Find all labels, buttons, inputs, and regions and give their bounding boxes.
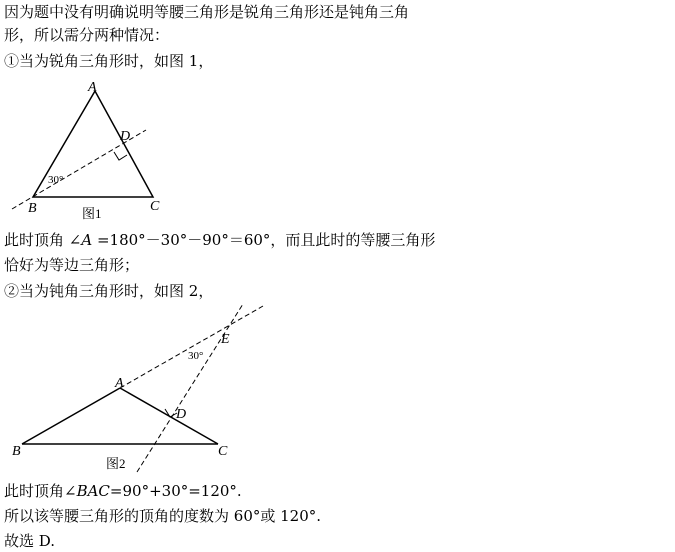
line7-pre: 此时顶角∠ — [4, 482, 77, 500]
fig2-caption: 图2 — [106, 456, 126, 471]
fig2-side-ba — [22, 388, 120, 444]
text-line-6: ②当为钝角三角形时，如图 2， — [4, 282, 214, 300]
line4-var: A — [81, 231, 93, 249]
fig2-label-b: B — [12, 444, 21, 459]
fig2-label-d: D — [176, 407, 187, 422]
fig2-label-e: E — [221, 332, 230, 347]
fig2-angle-label: 30° — [188, 350, 204, 362]
fig2-label-a: A — [115, 376, 124, 391]
fig1-label-c: C — [150, 199, 160, 214]
text-line-9: 故选 D. — [4, 532, 56, 550]
text-line-1: 因为题中没有明确说明等腰三角形是锐角三角形还是钝角三角 — [4, 3, 410, 21]
text-line-5: 恰好为等边三角形； — [4, 256, 140, 274]
text-line-2: 形，所以需分两种情况： — [4, 26, 170, 44]
fig1-label-d: D — [120, 129, 131, 144]
fig2-dashed-ba-extension — [120, 306, 263, 388]
text-line-7 — [4, 481, 242, 501]
line4-post: =180°－30°－90°＝60°，而且此时的等腰三角形 — [92, 231, 436, 249]
line4-pre: 此时顶角 ∠ — [4, 231, 82, 249]
fig2-label-c: C — [218, 444, 228, 459]
fig1-caption: 图1 — [82, 206, 102, 221]
text-line-8: 所以该等腰三角形的顶角的度数为 60°或 120°. — [4, 507, 322, 525]
fig1-angle-label: 30° — [48, 174, 64, 186]
line7-post: =90°+30°=120°. — [109, 482, 242, 500]
fig1-label-a: A — [88, 80, 97, 95]
text-line-3: ①当为锐角三角形时，如图 1， — [4, 52, 214, 70]
fig1-label-b: B — [28, 201, 37, 216]
line7-var: BAC — [76, 482, 110, 500]
